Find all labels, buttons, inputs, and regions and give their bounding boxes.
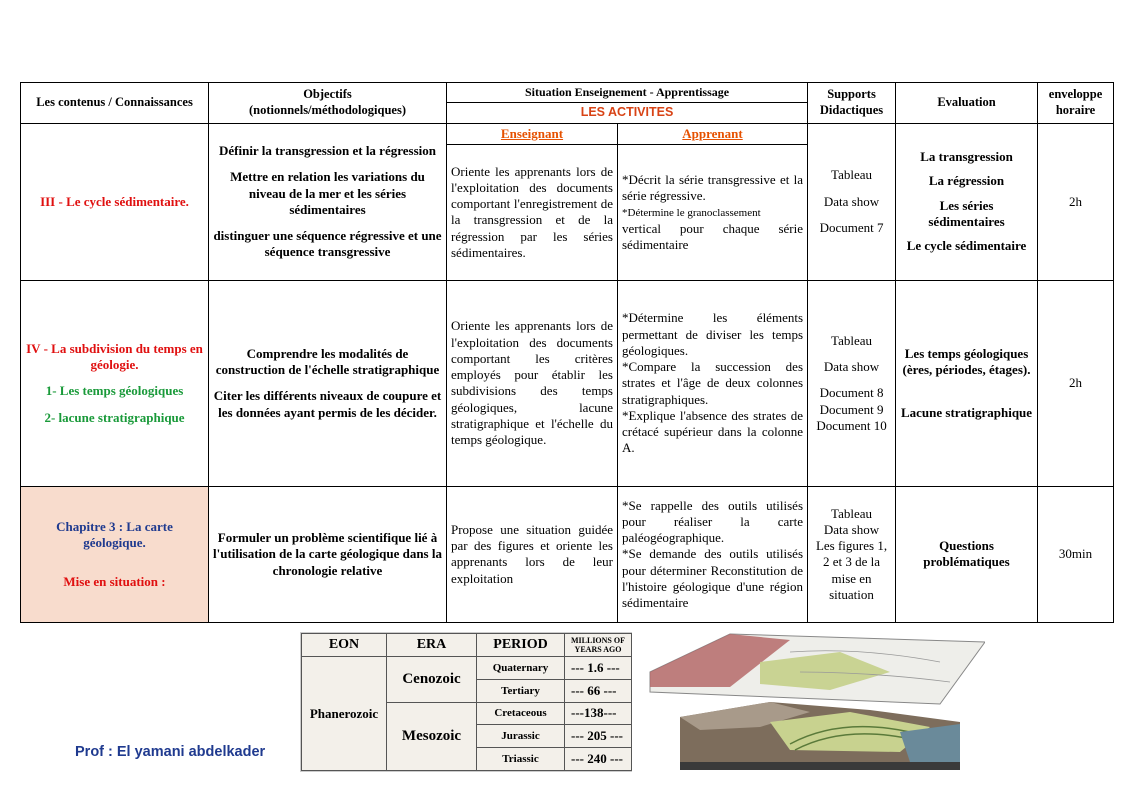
geo-age: --- 205 --- [565, 725, 632, 748]
header-contents: Les contenus / Connaissances [21, 83, 209, 124]
row1-duration: 2h [1038, 123, 1114, 280]
row3-duration: 30min [1038, 486, 1114, 622]
header-duration: enveloppe horaire [1038, 83, 1114, 124]
header-apprenant: Apprenant [618, 123, 808, 144]
header-objectives: Objectifs (notionnels/méthodologiques) [209, 83, 447, 124]
geo-header-eon: EON [302, 634, 387, 657]
row1-objectives: Définir la transgression et la régression Mettre en relation les variations du niveau de la mer et les séries sédimentaires distinguer une séquence régressive et une séquence transgressive [209, 123, 447, 280]
row2-supports: Tableau Data show Document 8 Document 9 Document 10 [808, 280, 896, 486]
row1-evaluation: La transgression La régression Les séries sédimentaires Le cycle sédimentaire [896, 123, 1038, 280]
row3-evaluation: Questions problématiques [896, 486, 1038, 622]
row2-evaluation: Les temps géologiques (ères, périodes, étages). Lacune stratigraphique [896, 280, 1038, 486]
row3-objectives: Formuler un problème scientifique lié à l'utilisation de la carte géologique dans la chronologie relative [209, 486, 447, 622]
geo-era-mesozoic: Mesozoic [387, 702, 477, 770]
author-credit: Prof : El yamani abdelkader [75, 744, 266, 760]
geo-age: --- 240 --- [565, 748, 632, 771]
geo-period: Cretaceous [477, 702, 565, 725]
geo-period: Triassic [477, 748, 565, 771]
row2-duration: 2h [1038, 280, 1114, 486]
header-supports: Supports Didactiques [808, 83, 896, 124]
geo-header-era: ERA [387, 634, 477, 657]
row3-enseignant: Propose une situation guidée par des figures et oriente les apprenants lors de leur exploitation [447, 486, 618, 622]
geo-era-cenozoic: Cenozoic [387, 657, 477, 703]
header-enseignant: Enseignant [447, 123, 618, 144]
header-activities: LES ACTIVITES [447, 103, 808, 124]
geologic-time-scale-figure [300, 632, 632, 772]
block-base [680, 762, 960, 770]
geo-age: --- 66 --- [565, 679, 632, 702]
geo-period: Quaternary [477, 657, 565, 680]
geo-eon: Phanerozoic [302, 657, 387, 771]
geo-header-period: PERIOD [477, 634, 565, 657]
row3-content: Chapitre 3 : La carte géologique. Mise en situation : [21, 486, 209, 622]
lesson-plan-table [20, 82, 1114, 623]
row2-content: IV - La subdivision du temps en géologie. 1- Les temps géologiques 2- lacune stratigraphique [21, 280, 209, 486]
geological-block-diagram [640, 632, 985, 770]
row2-objectives: Comprendre les modalités de construction de l'échelle stratigraphique Citer les différents niveaux de coupure et les données ayant permis de les décider. [209, 280, 447, 486]
row1-supports: Tableau Data show Document 7 [808, 123, 896, 280]
row3-supports: Tableau Data show Les figures 1, 2 et 3 de la mise en situation [808, 486, 896, 622]
row1-enseignant: Oriente les apprenants lors de l'exploitation des documents comportant l'enregistrement de la transgression et de la régression par les séries sédimentaires. [447, 144, 618, 280]
row2-apprenant: *Détermine les éléments permettant de diviser les temps géologiques. *Compare la succession des strates et l'âge de deux colonnes stratigraphiques. *Explique l'absence des strates de crétacé supérieur dans la colonne A. [618, 280, 808, 486]
row1-content: III - Le cycle sédimentaire. [21, 123, 209, 280]
row1-apprenant: *Décrit la série transgressive et la série régressive. *Détermine le granoclassement vertical pour chaque série sédimentaire [618, 144, 808, 280]
geo-age: ---138--- [565, 702, 632, 725]
geo-period: Tertiary [477, 679, 565, 702]
row3-apprenant: *Se rappelle des outils utilisés pour réaliser la carte paléogéographique. *Se demande des outils utilisés pour déterminer Reconstitution de l'histoire géologique d'une région sédimentaire [618, 486, 808, 622]
geo-period: Jurassic [477, 725, 565, 748]
geo-age: --- 1.6 --- [565, 657, 632, 680]
header-evaluation: Evaluation [896, 83, 1038, 124]
geo-header-mya: MILLIONS OF YEARS AGO [565, 634, 632, 657]
header-situation: Situation Enseignement - Apprentissage [447, 83, 808, 103]
row2-enseignant: Oriente les apprenants lors de l'exploitation des documents comportant les critères employés pour établir les subdivisions des temps géologiques, lacune stratigraphique et l'échelle du temps géologique. [447, 280, 618, 486]
